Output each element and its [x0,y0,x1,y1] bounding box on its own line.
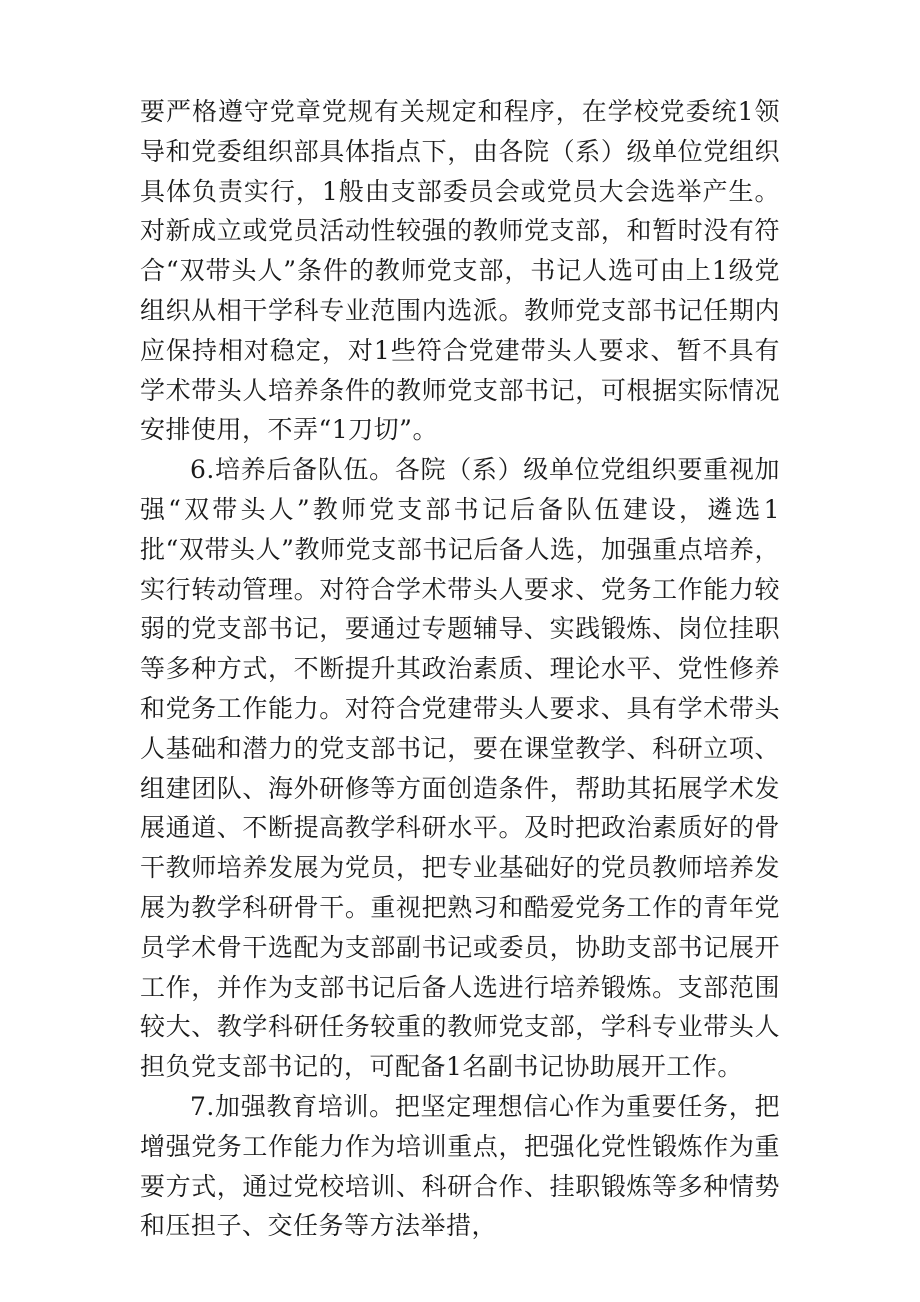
document-page [140,92,780,1246]
paragraph-continuation: 要严格遵守党章党规有关规定和程序，在学校党委统1领导和党委组织部具体指点下，由各院（系）级单位党组织具体负责实行，1般由支部委员会或党员大会选举产生。对新成立或党员活动性较强的教师党支部，和暂时没有符合“双带头人”条件的教师党支部，书记人选可由上1级党组织从相干学科专业范围内选派。教师党支部书记任期内应保持相对稳定，对1些符合党建带头人要求、暂不具有学术带头人培养条件的教师党支部书记，可根据实际情况安排使用，不弄“1刀切”。 [140,97,780,445]
paragraph-section-6: 6.培养后备队伍。各院（系）级单位党组织要重视加强“双带头人”教师党支部书记后备队伍建设，遴选1批“双带头人”教师党支部书记后备人选，加强重点培养，实行转动管理。对符合学术带头人要求、党务工作能力较弱的党支部书记，要通过专题辅导、实践锻炼、岗位挂职等多种方式，不断提升其政治素质、理论水平、党性修养和党务工作能力。对符合党建带头人要求、具有学术带头人基础和潜力的党支部书记，要在课堂教学、科研立项、组建团队、海外研修等方面创造条件，帮助其拓展学术发展通道、不断提高教学科研水平。及时把政治素质好的骨干教师培养发展为党员，把专业基础好的党员教师培养发展为教学科研骨干。重视把熟习和酷爱党务工作的青年党员学术骨干选配为支部副书记或委员，协助支部书记展开工作，并作为支部书记后备人选进行培养锻炼。支部范围较大、教学科研任务较重的教师党支部，学科专业带头人担负党支部书记的，可配备1名副书记协助展开工作。 [140,455,780,1082]
paragraph-section-7: 7.加强教育培训。把坚定理想信心作为重要任务，把增强党务工作能力作为培训重点，把强化党性锻炼作为重要方式，通过党校培训、科研合作、挂职锻炼等多种情势和压担子、交任务等方法举措， [140,1091,780,1241]
